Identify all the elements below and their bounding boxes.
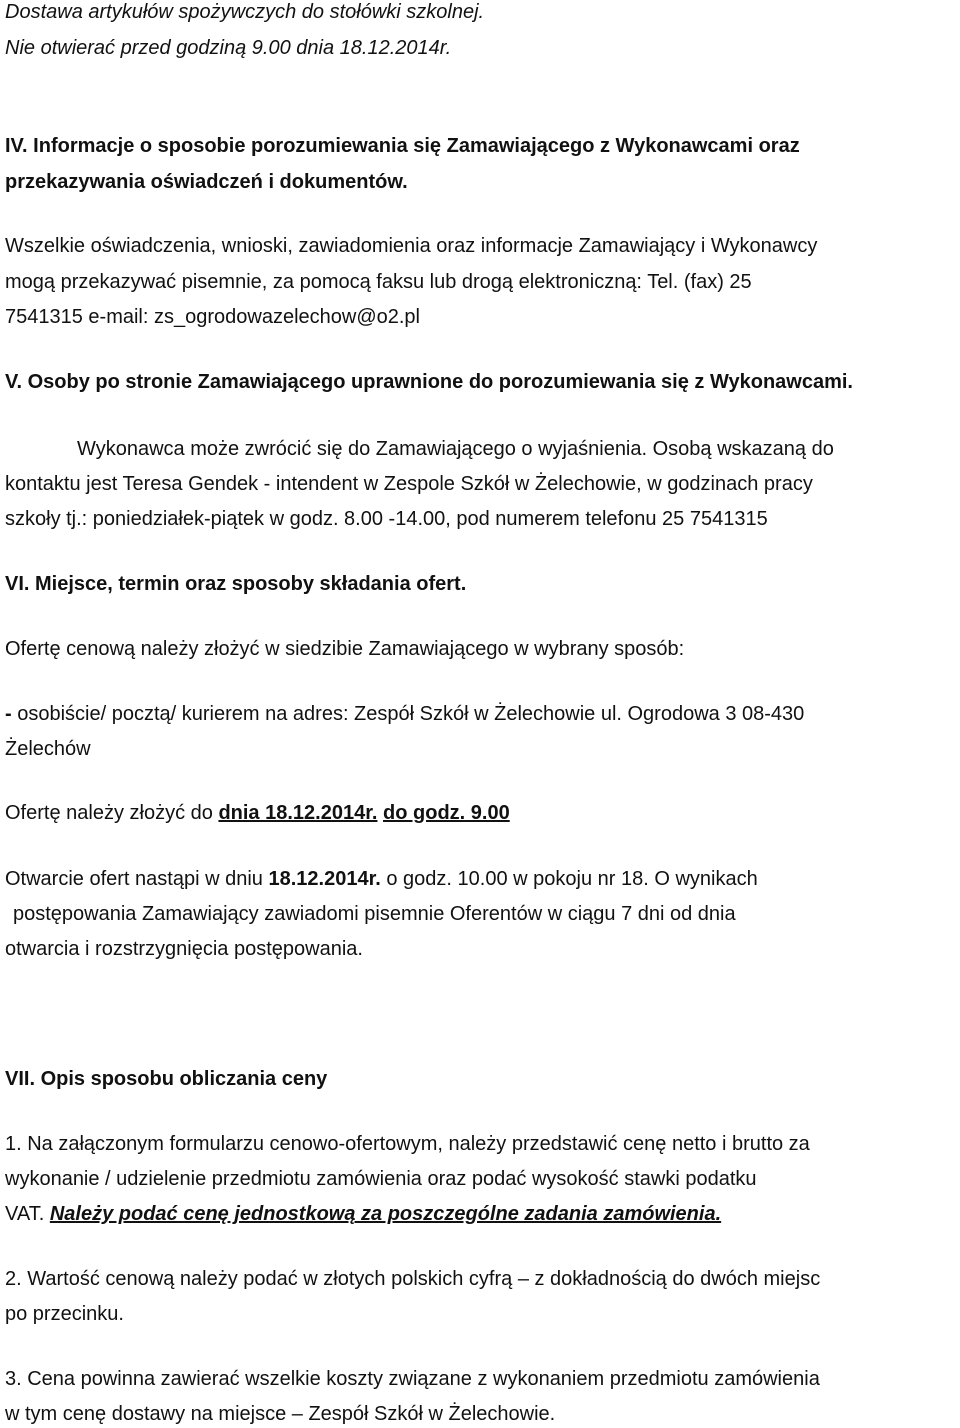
section-6-heading: VI. Miejsce, termin oraz sposoby składania ofert.	[5, 573, 467, 595]
header-line-1: Dostawa artykułów spożywczych do stołówki szkolnej.	[5, 1, 485, 23]
section-7-p2-line-2: po przecinku.	[5, 1303, 124, 1325]
deadline-date: dnia 18.12.2014r.	[218, 802, 378, 824]
section-4-para-line-2: mogą przekazywać pisemnie, za pomocą faksu lub drogą elektroniczną: Tel. (fax) 25	[5, 271, 752, 293]
section-6-opening-line-2: postępowania Zamawiający zawiadomi pisemnie Oferentów w ciągu 7 dni od dnia	[13, 903, 736, 925]
section-6-opening-line-1	[5, 867, 758, 891]
section-6-deadline	[5, 801, 510, 825]
section-7-p1-line-2: wykonanie / udzielenie przedmiotu zamówienia oraz podać wysokość stawki podatku	[5, 1168, 757, 1190]
section-7-heading: VII. Opis sposobu obliczania ceny	[5, 1068, 328, 1090]
option-dash: -	[5, 703, 12, 725]
section-6-option-line-1	[5, 702, 804, 726]
section-7-p1-line-3	[5, 1202, 721, 1226]
section-5-para-line-1: Wykonawca może zwrócić się do Zamawiającego o wyjaśnienia. Osobą wskazaną do	[77, 438, 834, 460]
opening-prefix: Otwarcie ofert nastąpi w dniu	[5, 868, 269, 890]
deadline-time: do godz. 9.00	[383, 802, 510, 824]
option-text: osobiście/ pocztą/ kurierem na adres: Zespół Szkół w Żelechowie ul. Ogrodowa 3 08-430	[11, 703, 805, 725]
section-6-intro: Ofertę cenową należy złożyć w siedzibie Zamawiającego w wybrany sposób:	[5, 638, 685, 660]
opening-rest: o godz. 10.00 w pokoju nr 18. O wynikach	[380, 868, 758, 890]
section-4-heading-line-2: przekazywania oświadczeń i dokumentów.	[5, 171, 408, 193]
section-4-para-line-1: Wszelkie oświadczenia, wnioski, zawiadomienia oraz informacje Zamawiający i Wykonawcy	[5, 235, 818, 257]
section-4-para-line-3: 7541315 e-mail: zs_ogrodowazelechow@o2.pl	[5, 306, 420, 328]
section-7-p3-line-1: 3. Cena powinna zawierać wszelkie koszty związane z wykonaniem przedmiotu zamówienia	[5, 1368, 820, 1390]
p1-vat-prefix: VAT.	[5, 1203, 50, 1225]
opening-date: 18.12.2014r.	[268, 868, 381, 890]
section-7-p3-line-2: w tym cenę dostawy na miejsce – Zespół Szkół w Żelechowie.	[5, 1403, 556, 1425]
section-5-heading: V. Osoby po stronie Zamawiającego uprawnione do porozumiewania się z Wykonawcami.	[5, 371, 853, 393]
section-5-para-line-3: szkoły tj.: poniedziałek-piątek w godz. 8.00 -14.00, pod numerem telefonu 25 7541315	[5, 508, 768, 530]
section-6-opening-line-3: otwarcia i rozstrzygnięcia postępowania.	[5, 938, 363, 960]
deadline-prefix: Ofertę należy złożyć do	[5, 802, 219, 824]
section-4-heading-line-1: IV. Informacje o sposobie porozumiewania się Zamawiającego z Wykonawcami oraz	[5, 135, 800, 157]
p1-emphasis: Należy podać cenę jednostkową za poszczególne zadania zamówienia.	[49, 1203, 722, 1225]
section-6-option-line-2: Żelechów	[5, 738, 91, 760]
header-line-2: Nie otwierać przed godziną 9.00 dnia 18.12.2014r.	[5, 37, 452, 59]
section-7-p1-line-1: 1. Na załączonym formularzu cenowo-ofertowym, należy przedstawić cenę netto i brutto za	[5, 1133, 810, 1155]
section-7-p2-line-1: 2. Wartość cenową należy podać w złotych polskich cyfrą – z dokładnością do dwóch miejsc	[5, 1268, 821, 1290]
section-5-para-line-2: kontaktu jest Teresa Gendek - intendent w Zespole Szkół w Żelechowie, w godzinach pracy	[5, 473, 813, 495]
